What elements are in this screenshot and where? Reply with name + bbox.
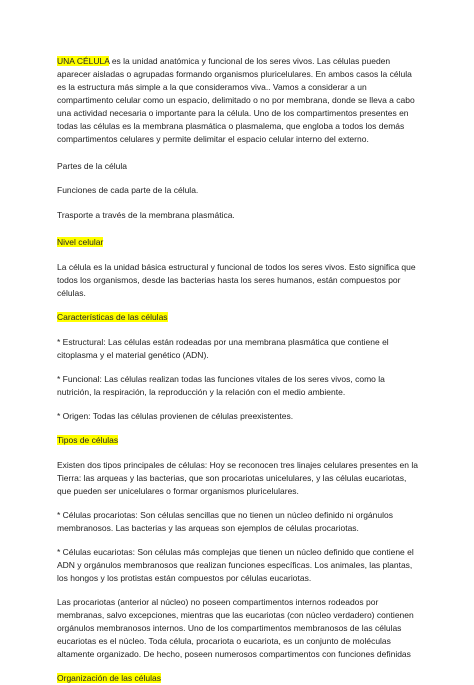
intro-paragraph: [57, 55, 419, 146]
heading-organizacion: [57, 672, 419, 685]
heading-caracteristicas-text: Características de las células: [57, 312, 168, 322]
caracteristica-estructural: * Estructural: Las células están rodeadas por una membrana plasmática que contiene el citoplasma y el material genético (ADN).: [57, 337, 389, 360]
intro-highlight: UNA CÉLULA: [57, 56, 110, 66]
tipo-eucariotas: * Células eucariotas: Son células más complejas que tienen un núcleo definido que contiene el ADN y orgánulos membranosos que realizan funciones específicas. Los animales, las plantas, los hongos y los protistas están compuestos por células eucariotas.: [57, 547, 414, 583]
heading-caracteristicas: [57, 311, 419, 324]
heading-organizacion-text: Organización de las células: [57, 673, 161, 683]
heading-nivel-celular: [57, 236, 419, 249]
link-partes[interactable]: Partes de la célula: [57, 161, 127, 171]
tipo-procariotas: * Células procariotas: Son células sencillas que no tienen un núcleo definido ni orgánulos membranosos. Las bacterias y las arqueas son ejemplos de células procariotas.: [57, 510, 393, 533]
heading-tipos: [57, 434, 419, 447]
heading-tipos-text: Tipos de células: [57, 435, 119, 445]
link-trasporte[interactable]: Trasporte a través de la membrana plasmática.: [57, 210, 235, 220]
heading-nivel-celular-text: Nivel celular: [57, 237, 104, 247]
caracteristica-funcional: * Funcional: Las células realizan todas las funciones vitales de los seres vivos, como la nutrición, la respiración, la reproducción y la relación con el medio ambiente.: [57, 374, 385, 397]
tipos-closing-paragraph: Las procariotas (anterior al núcleo) no poseen compartimentos internos rodeados por membranas, salvo excepciones, mientras que las eucariotas (con núcleo verdadero) contienen orgánulos membranosos internos. Uno de los compartimentos membranosos de las células eucariotas es el núcleo. Toda célula, procariota o eucariota, es un conjunto de moléculas altamente organizado. De hecho, poseen numerosos compartimentos con funciones definidas: [57, 597, 414, 659]
nivel-celular-paragraph: La célula es la unidad básica estructural y funcional de todos los seres vivos. Esto significa que todos los organismos, desde las bacterias hasta los seres humanos, están compuestos por células.: [57, 262, 416, 298]
link-funciones[interactable]: Funciones de cada parte de la célula.: [57, 185, 199, 195]
caracteristica-origen: * Origen: Todas las células provienen de células preexistentes.: [57, 411, 294, 421]
intro-text: es la unidad anatómica y funcional de los seres vivos. Las células pueden aparecer aisladas o agrupadas formando organismos pluricelulares. En ambos casos la célula es la estructura más simple a la que consideramos viva.. Vamos a considerar a un compartimento celular como un espacio, delimitado o no por membrana, donde se lleva a cabo una actividad necesaria o importante para la célula. Uno de los compartimentos presentes en todas las células es la membrana plasmática o plasmalema, que engloba a todos los demás compartimentos celulares y permite delimitar el espacio celular interno del externo.: [57, 56, 415, 144]
tipos-intro-paragraph: Existen dos tipos principales de células: Hoy se reconocen tres linajes celulares presentes en la Tierra: las arqueas y las bacterias, que son procariotas unicelulares, y las células eucariotas, que pueden ser unicelulares o formar organismos pluricelulares.: [57, 460, 418, 496]
